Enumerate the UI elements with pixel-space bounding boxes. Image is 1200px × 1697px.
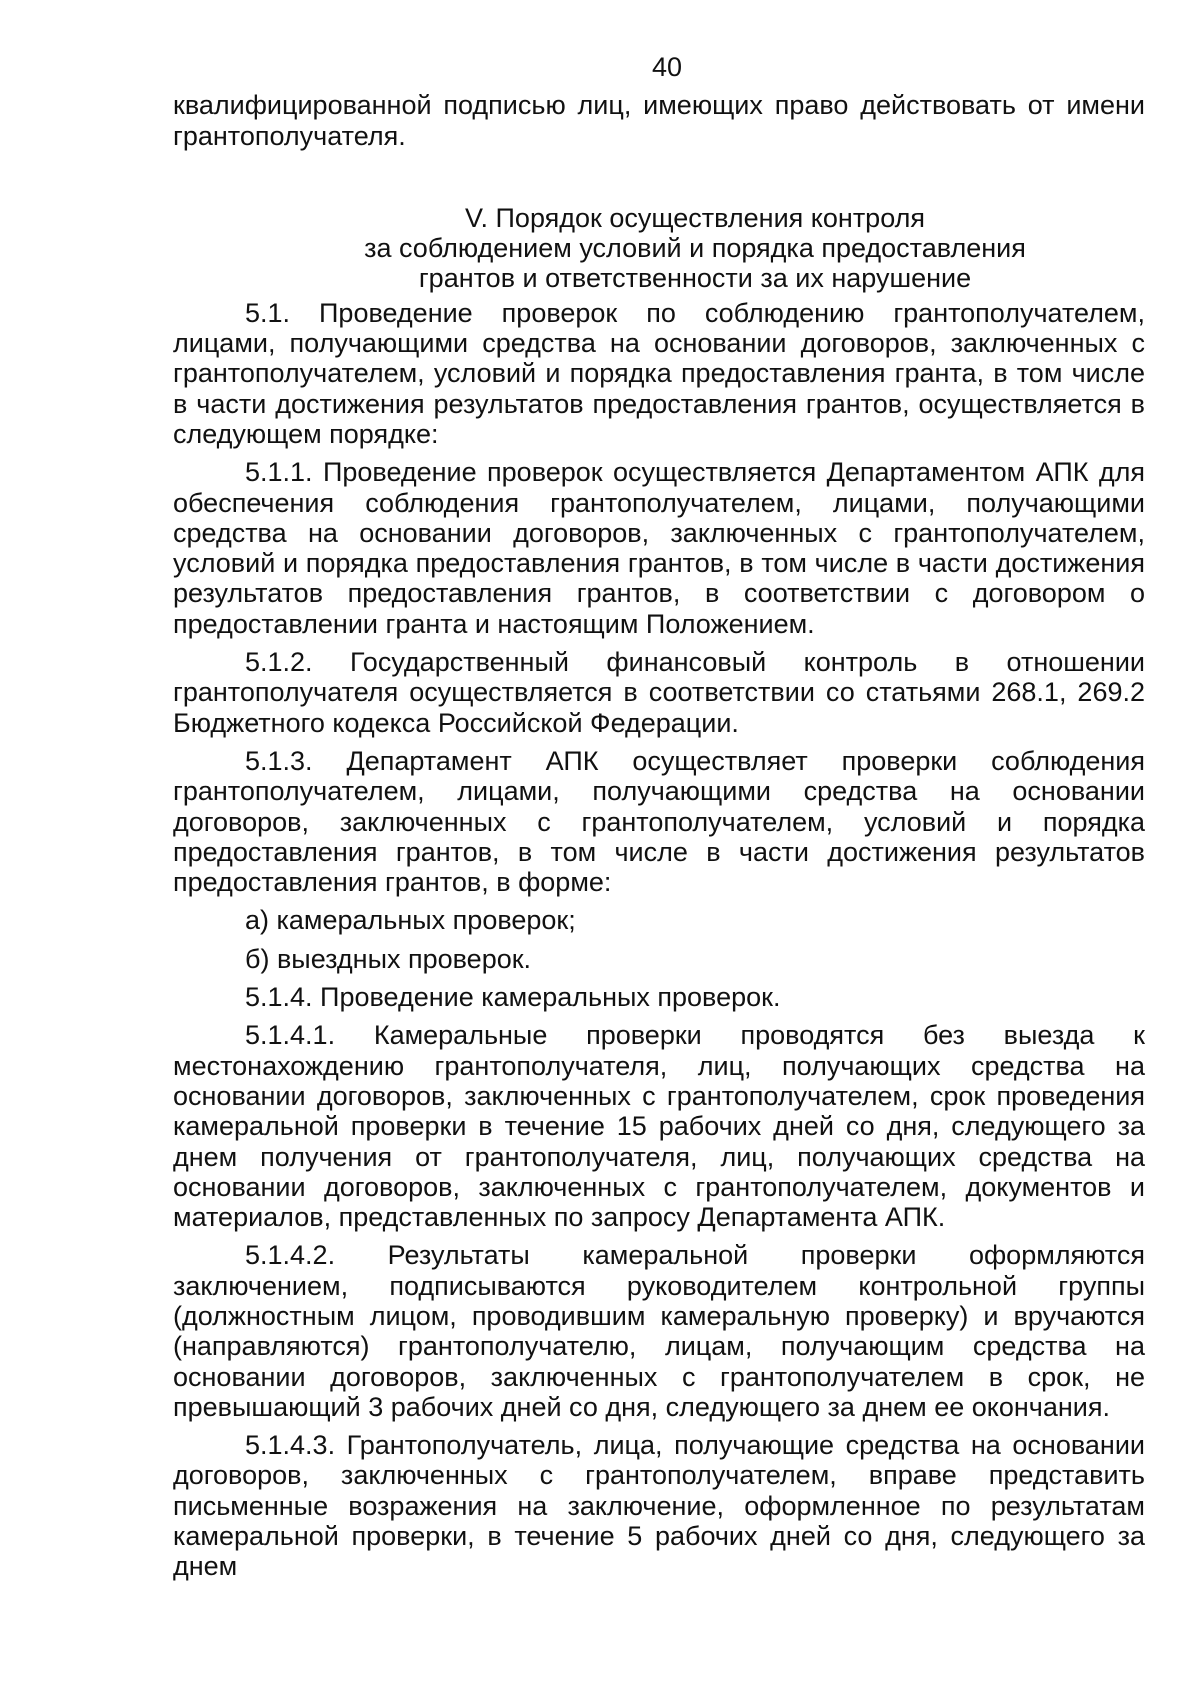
page-number: 40 <box>651 52 683 82</box>
paragraph-5-1-4-2: 5.1.4.2. Результаты камеральной проверки оформляются заключением, подписываются руководителем контрольной группы (должностным лицом, проводившим камеральную проверку) и вручаются (направляются) грантополучателю, лицам, получающим средства на основании договоров, заключенных с грантополучателем в срок, не превышающий 3 рабочих дней со дня, следующего за днем ее окончания. <box>173 1240 1145 1422</box>
intro-paragraph: квалифицированной подписью лиц, имеющих право действовать от имени грантополучателя. <box>173 90 1145 151</box>
list-item-b: б) выездных проверок. <box>245 943 532 974</box>
section-heading-line-3: грантов и ответственности за их нарушение <box>418 263 972 294</box>
document-page <box>173 52 1145 1582</box>
paragraph-5-1-4-3: 5.1.4.3. Грантополучатель, лица, получающие средства на основании договоров, заключенных с грантополучателем, вправе представить письменные возражения на заключение, оформленное по результатам камеральной проверки, в течение 5 рабочих дней со дня, следующего за днем <box>173 1430 1145 1582</box>
section-heading-line-1: V. Порядок осуществления контроля <box>464 202 925 233</box>
section-heading <box>173 203 1145 294</box>
section-heading-line-2: за соблюдением условий и порядка предоставления <box>364 233 1026 264</box>
paragraph-5-1-4: 5.1.4. Проведение камеральных проверок. <box>245 982 781 1013</box>
paragraph-5-1-4-1: 5.1.4.1. Камеральные проверки проводятся без выезда к местонахождению грантополучателя, лиц, получающих средства на основании договоров, заключенных с грантополучателем, срок проведения камеральной проверки в течение 15 рабочих дней со дня, следующего за днем получения от грантополучателя, лиц, получающих средства на основании договоров, заключенных с грантополучателем, документов и материалов, представленных по запросу Департамента АПК. <box>173 1020 1145 1233</box>
paragraph-5-1-1: 5.1.1. Проведение проверок осуществляется Департаментом АПК для обеспечения соблюдения грантополучателем, лицами, получающими средства на основании договоров, заключенных с грантополучателем, условий и порядка предоставления грантов, в том числе в части достижения результатов предоставления грантов, в соответствии с договором о предоставлении гранта и настоящим Положением. <box>173 457 1145 639</box>
paragraph-5-1-2: 5.1.2. Государственный финансовый контроль в отношении грантополучателя осуществляется в соответствии со статьями 268.1, 269.2 Бюджетного кодекса Российской Федерации. <box>173 647 1145 738</box>
paragraph-5-1-3: 5.1.3. Департамент АПК осуществляет проверки соблюдения грантополучателем, лицами, получающими средства на основании договоров, заключенных с грантополучателем, условий и порядка предоставления грантов, в том числе в части достижения результатов предоставления грантов, в форме: <box>173 745 1145 898</box>
list-item-a: а) камеральных проверок; <box>245 905 576 936</box>
paragraph-5-1: 5.1. Проведение проверок по соблюдению грантополучателем, лицами, получающими средства на основании договоров, заключенных с грантополучателем, условий и порядка предоставления гранта, в том числе в части достижения результатов предоставления грантов, осуществляется в следующем порядке: <box>173 297 1145 449</box>
